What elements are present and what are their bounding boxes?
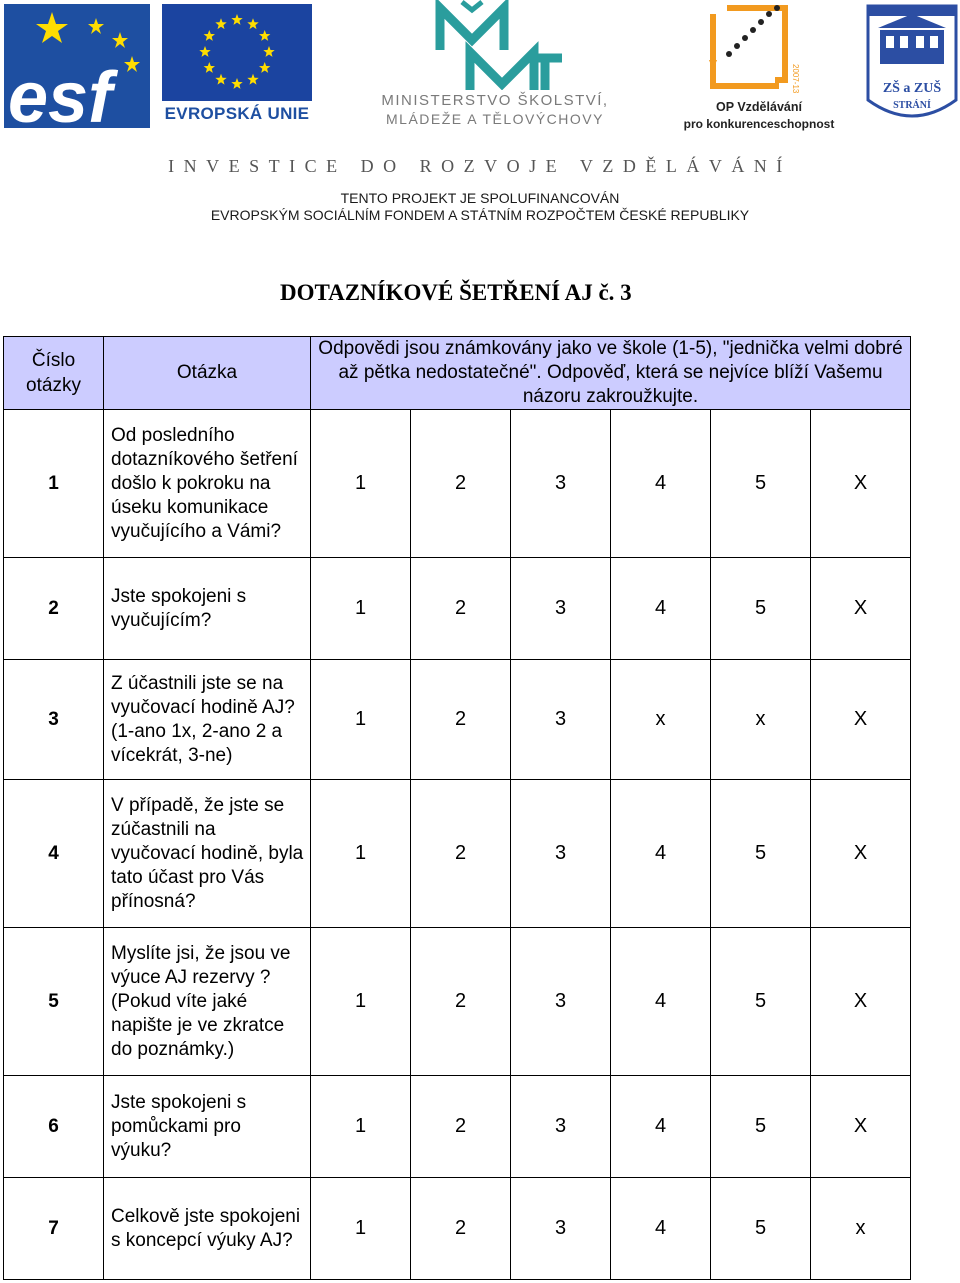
- answer-option[interactable]: 5: [711, 410, 811, 558]
- msmt-name-line2: MLÁDEŽE A TĚLOVÝCHOVY: [386, 111, 604, 127]
- eu-star-icon: [199, 46, 210, 57]
- answer-option[interactable]: X: [811, 928, 911, 1076]
- question-number: 6: [4, 1076, 104, 1178]
- eu-stars-ring: [162, 4, 312, 101]
- question-number: 2: [4, 558, 104, 660]
- eu-star-icon: [231, 78, 242, 89]
- answer-option[interactable]: 3: [511, 1076, 611, 1178]
- question-number: 5: [4, 928, 104, 1076]
- question-number: 3: [4, 660, 104, 780]
- msmt-name-line1: MINISTERSTVO ŠKOLSTVÍ,: [381, 92, 609, 109]
- header-number-cell: Číslo otázky: [4, 337, 104, 410]
- answer-option[interactable]: 4: [611, 780, 711, 928]
- answer-option[interactable]: 2: [411, 410, 511, 558]
- school-logo-sub: STRÁNÍ: [893, 100, 931, 111]
- question-number: 7: [4, 1178, 104, 1280]
- answer-option[interactable]: 2: [411, 1076, 511, 1178]
- answer-option[interactable]: 5: [711, 780, 811, 928]
- table-row: [4, 928, 911, 1076]
- question-text: Z účastnili jste se na vyučovací hodině AJ? (1-ano 1x, 2-ano 2 a vícekrát, 3-ne): [104, 660, 311, 780]
- question-text: Od posledního dotazníkového šetření došlo k pokroku na úseku komunikace vyučujícího a Vámi?: [104, 410, 311, 558]
- msmt-logo: [360, 0, 630, 130]
- question-text: Jste spokojeni s pomůckami pro výuku?: [104, 1076, 311, 1178]
- eu-star-icon: [259, 30, 270, 41]
- header-question-cell: Otázka: [104, 337, 311, 410]
- answer-option[interactable]: X: [811, 660, 911, 780]
- answer-option[interactable]: 1: [311, 1076, 411, 1178]
- eu-logo: [162, 4, 312, 128]
- answer-option[interactable]: 4: [611, 928, 711, 1076]
- answer-option[interactable]: 2: [411, 660, 511, 780]
- answer-option[interactable]: 3: [511, 660, 611, 780]
- answer-option[interactable]: X: [811, 558, 911, 660]
- table-row: [4, 1178, 911, 1280]
- school-logo: [866, 4, 958, 130]
- answer-option[interactable]: 4: [611, 1178, 711, 1280]
- answer-option[interactable]: X: [811, 410, 911, 558]
- survey-table: [3, 336, 911, 1280]
- answer-option[interactable]: 2: [411, 928, 511, 1076]
- esf-logo-mark: [4, 4, 150, 128]
- eu-star-icon: [263, 46, 274, 57]
- eu-caption: EVROPSKÁ UNIE: [164, 104, 310, 123]
- header-answers-cell: Odpovědi jsou známkovány jako ve škole (1-5), "jednička velmi dobré až pětka nedostatečné". Odpověď, která se nejvíce blíží Vašemu názoru zakroužkujte.: [311, 337, 911, 410]
- eu-star-icon: [204, 62, 215, 73]
- eu-star-icon: [231, 14, 242, 25]
- answer-option[interactable]: 1: [311, 1178, 411, 1280]
- eu-star-icon: [215, 74, 226, 85]
- op-years-text: 2007-13: [791, 64, 800, 94]
- op-name-line1: OP Vzdělávání: [716, 100, 802, 114]
- answer-option[interactable]: 3: [511, 928, 611, 1076]
- answer-option[interactable]: 1: [311, 558, 411, 660]
- answer-option[interactable]: 2: [411, 780, 511, 928]
- eu-flag: [162, 4, 312, 101]
- invest-tagline: INVESTICE DO ROZVOJE VZDĚLÁVÁNÍ: [168, 156, 792, 176]
- document-title: DOTAZNÍKOVÉ ŠETŘENÍ AJ č. 3: [280, 280, 632, 305]
- op-logo: [674, 4, 844, 130]
- eu-star-icon: [247, 18, 258, 29]
- table-row: [4, 780, 911, 928]
- answer-option[interactable]: 1: [311, 780, 411, 928]
- op-logo-mark: [709, 4, 809, 96]
- esf-logo-text: esf: [8, 58, 113, 128]
- answer-option[interactable]: 5: [711, 1178, 811, 1280]
- table-row: [4, 558, 911, 660]
- msmt-monogram: [432, 0, 562, 90]
- answer-option[interactable]: 3: [511, 558, 611, 660]
- question-text: V případě, že jste se zúčastnili na vyučovací hodině, byla tato účast pro Vás přínosná?: [104, 780, 311, 928]
- question-text: Myslíte jsi, že jsou ve výuce AJ rezervy ? (Pokud víte jaké napište je ve zkratce do poznámky.): [104, 928, 311, 1076]
- answer-option[interactable]: x: [711, 660, 811, 780]
- answer-option[interactable]: X: [811, 780, 911, 928]
- table-header-row: [4, 337, 911, 410]
- table-row: [4, 410, 911, 558]
- school-crest: [866, 4, 958, 130]
- question-number: 4: [4, 780, 104, 928]
- answer-option[interactable]: 1: [311, 660, 411, 780]
- question-number: 1: [4, 410, 104, 558]
- answer-option[interactable]: 3: [511, 1178, 611, 1280]
- eu-star-icon: [259, 62, 270, 73]
- answer-option[interactable]: 4: [611, 410, 711, 558]
- cofinancing-line-2: EVROPSKÝM SOCIÁLNÍM FONDEM A STÁTNÍM ROZPOČTEM ČESKÉ REPUBLIKY: [210, 207, 750, 223]
- op-name-line2: pro konkurenceschopnost: [683, 117, 835, 131]
- answer-option[interactable]: 4: [611, 1076, 711, 1178]
- answer-option[interactable]: 2: [411, 1178, 511, 1280]
- answer-option[interactable]: 4: [611, 558, 711, 660]
- answer-option[interactable]: x: [611, 660, 711, 780]
- answer-option[interactable]: 1: [311, 928, 411, 1076]
- question-text: Celkově jste spokojeni s koncepcí výuky AJ?: [104, 1178, 311, 1280]
- answer-option[interactable]: 2: [411, 558, 511, 660]
- answer-option[interactable]: 5: [711, 558, 811, 660]
- answer-option[interactable]: 3: [511, 410, 611, 558]
- school-logo-text: ZŠ a ZUŠ: [882, 81, 942, 96]
- answer-option[interactable]: 1: [311, 410, 411, 558]
- eu-star-icon: [215, 18, 226, 29]
- table-row: [4, 660, 911, 780]
- answer-option[interactable]: x: [811, 1178, 911, 1280]
- question-text: Jste spokojeni s vyučujícím?: [104, 558, 311, 660]
- esf-logo: [4, 4, 150, 128]
- eu-star-icon: [247, 74, 258, 85]
- answer-option[interactable]: 3: [511, 780, 611, 928]
- table-row: [4, 1076, 911, 1178]
- answer-option[interactable]: 5: [711, 1076, 811, 1178]
- cofinancing-line-1: TENTO PROJEKT JE SPOLUFINANCOVÁN: [340, 190, 620, 206]
- eu-star-icon: [204, 30, 215, 41]
- answer-option[interactable]: 5: [711, 928, 811, 1076]
- answer-option[interactable]: X: [811, 1076, 911, 1178]
